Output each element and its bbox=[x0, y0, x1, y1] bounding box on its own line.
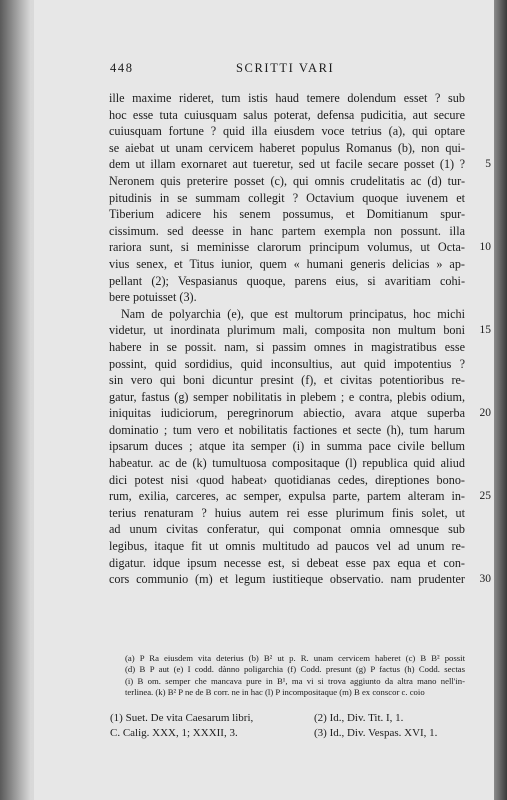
footnote-row bbox=[110, 726, 470, 741]
text-line-content: ipsarum duces ; atque ita semper (i) in summa pace civile bellum bbox=[109, 439, 465, 454]
text-line-content: gatur, fastus (g) semper nobilitatis in plebem ; e contra, plebis odium, bbox=[109, 389, 465, 404]
apparatus-line: (i) B om. semper che mancava pure in B¹, ma vi si trova aggiunto da altra mano nell'in- bbox=[125, 675, 465, 686]
text-line-content: cors communio (m) et legum iustitieque observatio. nam prudenter bbox=[109, 572, 465, 587]
text-line bbox=[109, 488, 491, 505]
text-line-content: dem ut illam exornaret aut tueretur, sed ut facile secare posset (1) ? bbox=[109, 157, 465, 172]
footnote-right: (3) Id., Div. Vespas. XVI, 1. bbox=[314, 727, 438, 739]
text-line-content: cuiusquam fortune ? quid illa eiusdem voce tetrius (a), qui optare bbox=[109, 124, 465, 139]
text-line-content: Tiberium adicere his senem possumus, et Domitianum spur- bbox=[109, 207, 465, 222]
text-line-content: bere potuisset (3). bbox=[109, 290, 197, 305]
text-line bbox=[109, 455, 465, 472]
text-line-content: digatur. idque ipsum necesse est, si debeat esse pax equa et con- bbox=[109, 555, 465, 570]
footnote-right: (2) Id., Div. Tit. I, 1. bbox=[314, 712, 404, 724]
line-number: 15 bbox=[479, 324, 491, 337]
text-line-content: dici potest nisi ‹quod habeat› quotidianas cedes, direptiones bono- bbox=[109, 472, 465, 487]
text-line-content: Neronem quis preterire posset (c), qui omnis crudelitatis ac (d) tur- bbox=[109, 173, 465, 188]
text-line-content: dominatio ; tum vero et nobilitatis factiones et secte (h), tum harum bbox=[109, 422, 465, 437]
text-line bbox=[109, 190, 465, 207]
text-line bbox=[109, 372, 465, 389]
text-line-content: possint, quid sordidius, quid inconsultius, aut quid impotentius ? bbox=[109, 356, 465, 371]
text-line bbox=[109, 206, 465, 223]
footnote-row bbox=[110, 711, 470, 726]
text-line bbox=[109, 472, 465, 489]
line-number: 10 bbox=[479, 241, 491, 254]
apparatus-line: (d) B P aut (e) I codd. dànno poligarchia (f) Codd. presunt (g) P factus (h) Codd. sectas bbox=[125, 664, 465, 675]
page-number: 448 bbox=[110, 61, 134, 75]
line-number: 30 bbox=[479, 573, 491, 586]
text-line bbox=[109, 156, 491, 173]
footnotes bbox=[110, 711, 470, 741]
apparatus-line: terlinea. (k) B² P ne de B corr. ne in hac (l) P incompositaque (m) B ex conscor c. coio bbox=[125, 687, 425, 698]
text-line bbox=[109, 306, 465, 323]
text-line-content: hoc esse tuta cuiusquam salus poterat, defensa pudicitia, aut secure bbox=[109, 107, 465, 122]
text-line-content: sin vero qui boni dicuntur presint (f), et civitas potentioribus re- bbox=[109, 373, 465, 388]
text-line bbox=[109, 405, 491, 422]
text-line bbox=[109, 505, 465, 522]
text-line bbox=[109, 90, 465, 107]
text-line-content: se aiebat ut unam cervicem haberet populus Romanus (b), non qui- bbox=[109, 140, 465, 155]
text-line-content: rariora sunt, si meminisse clarorum principum volumus, ut Octa- bbox=[109, 240, 465, 255]
text-line bbox=[109, 538, 465, 555]
footnote-left: (1) Suet. De vita Caesarum libri, bbox=[110, 712, 254, 724]
text-line bbox=[109, 123, 465, 140]
text-line bbox=[109, 273, 465, 290]
text-line-content: habere in se possit. nam, si passim omnes in magistratibus esse bbox=[109, 339, 465, 354]
text-line bbox=[109, 389, 465, 406]
text-line-content: rum, exilia, carceres, ac semper, expulsa parte, partem alteram in- bbox=[109, 489, 465, 504]
text-line bbox=[109, 173, 465, 190]
text-line-content: habeatur. ac de (k) tumultuosa compositaque (l) republica quid aliud bbox=[109, 456, 465, 471]
book-page bbox=[34, 0, 494, 800]
main-text bbox=[109, 90, 491, 588]
text-line bbox=[109, 239, 491, 256]
text-line bbox=[109, 356, 465, 373]
apparatus-line: (a) P Ra eiusdem vita deterius (b) B² ut p. R. unam cervicem haberet (c) B B² possit bbox=[125, 653, 465, 663]
text-line-content: ad unum civitas conferatur, qui componat omnia omnesque sub bbox=[109, 522, 465, 537]
text-line-content: videtur, ut inordinata plurimum mali, composita non multum boni bbox=[109, 323, 465, 338]
text-line-content: Nam de polyarchia (e), que est multorum principatus, hoc michi bbox=[121, 306, 465, 321]
text-line-content: cissimum. sed deesse in hanc partem exempla non possunt. illa bbox=[109, 223, 465, 238]
text-line bbox=[109, 322, 491, 339]
text-line-content: ille maxime rideret, tum istis haud temere dolendum esset ? sub bbox=[109, 91, 465, 105]
text-line-content: legibus, itaque fit ut omnis multitudo ad paucos vel ad unum re- bbox=[109, 539, 465, 554]
text-line bbox=[109, 107, 465, 124]
text-line bbox=[109, 555, 465, 572]
text-line bbox=[109, 223, 465, 240]
text-line-content: iniquitas iudiciorum, peregrinorum abiectio, avara atque superba bbox=[109, 406, 465, 421]
line-number: 25 bbox=[479, 490, 491, 503]
text-line bbox=[109, 339, 465, 356]
text-line bbox=[109, 521, 465, 538]
critical-apparatus bbox=[125, 653, 465, 699]
line-number: 20 bbox=[479, 407, 491, 420]
text-line bbox=[109, 289, 465, 306]
text-line bbox=[109, 422, 465, 439]
text-line bbox=[109, 256, 465, 273]
text-line bbox=[109, 571, 491, 588]
text-line-content: pitudinis in se summam collegit ? Octavium quoque iuvenem et bbox=[109, 190, 465, 205]
text-line bbox=[109, 140, 465, 157]
text-line bbox=[109, 438, 465, 455]
text-line-content: vius senex, et Titus iunior, quem « humani generis delicias » ap- bbox=[109, 256, 465, 271]
footnote-left: C. Calig. XXX, 1; XXXII, 3. bbox=[110, 727, 238, 739]
text-line-content: pellant (2); Vespasianus quoque, parens eius, si avaritiam cohi- bbox=[109, 273, 465, 288]
running-title: SCRITTI VARI bbox=[236, 61, 335, 75]
line-number: 5 bbox=[485, 158, 491, 171]
text-line-content: terius renaturam ? huius autem rei esse plurimum finis solet, ut bbox=[109, 505, 465, 520]
